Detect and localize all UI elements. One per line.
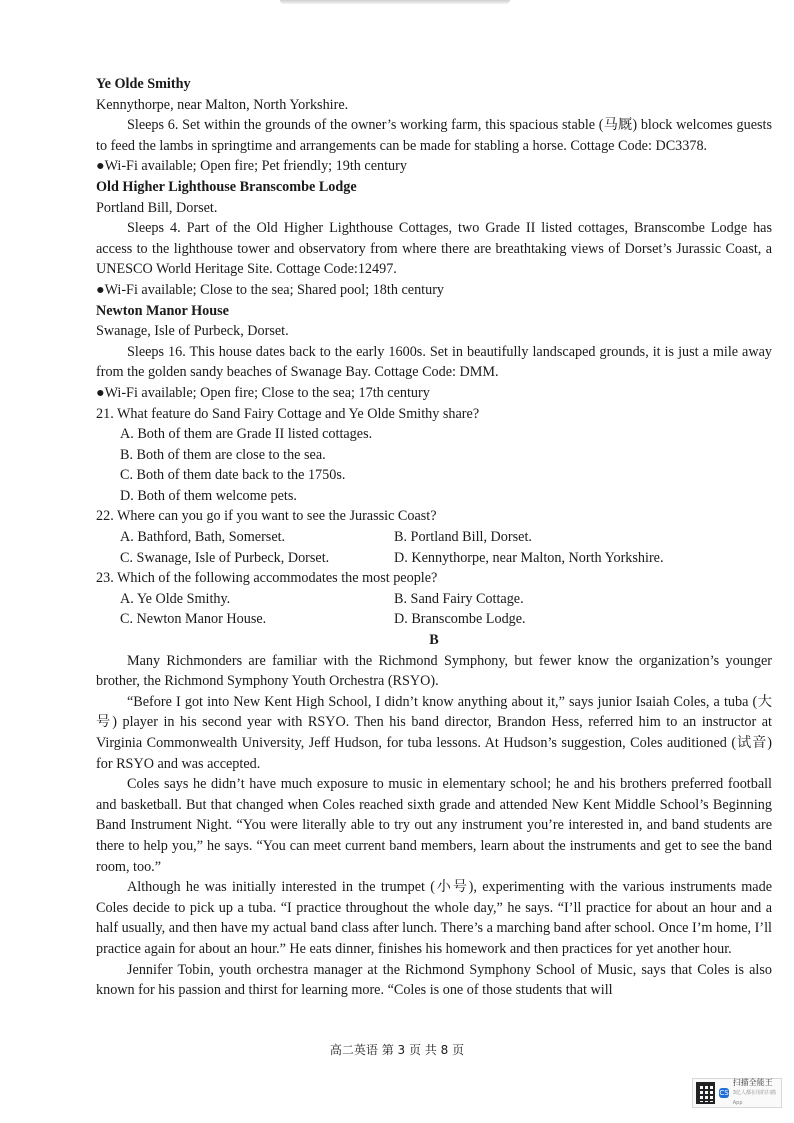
article-paragraph: Although he was initially interested in the trumpet (小号), experimenting with the various instruments made Coles decide to pick up a tuba. “I practice throughout the whole day,” he says. “I’ll practice for about an hour and a half usually, and then have my actual band class after lunch. There’s a marching band after school. Once I’m home, I’ll practice again for about an hour.” He eats dinner, finishes his homework and then practices for yet another hour. <box>96 879 772 957</box>
answer-option: D. Branscombe Lodge. <box>394 611 526 628</box>
article-paragraph: Many Richmonders are familiar with the Richmond Symphony, but fewer know the organization’s younger brother, the Richmond Symphony Youth Orchestra (RSYO). <box>96 652 772 690</box>
answer-option: A. Bathford, Bath, Somerset. <box>120 529 286 546</box>
answer-option-row <box>96 609 772 630</box>
qr-code-icon <box>696 1082 715 1104</box>
answer-option: B. Both of them are close to the sea. <box>120 446 326 463</box>
article-paragraph: Coles says he didn’t have much exposure to music in elementary school; he and his brothers preferred football and basketball. But that changed when Coles reached sixth grade and attended New Kent Middle School’s Beginning Band Instrument Night. “You were literally able to try out any instrument you’re interested in, and band students are there to help you,” he says. “You can meet current band members, learn about the instruments and get to see the band room, too.” <box>96 776 772 875</box>
listing-description: Sleeps 6. Set within the grounds of the owner’s working farm, this spacious stable (马厩) block welcomes guests to feed the lambs in springtime and arrangements can be made for stabling a horse. Cottage Code: DC3378. <box>96 117 772 154</box>
answer-option: B. Portland Bill, Dorset. <box>394 529 532 546</box>
document-page <box>96 74 772 1001</box>
answer-option: D. Both of them welcome pets. <box>120 487 297 504</box>
listing-title: Ye Olde Smithy <box>96 76 191 92</box>
listing-features: ●Wi-Fi available; Open fire; Close to the sea; 17th century <box>96 384 430 401</box>
listing-description: Sleeps 16. This house dates back to the early 1600s. Set in beautifully landscaped grounds, it is just a mile away from the golden sandy beaches of Swanage Bay. Cottage Code: DMM. <box>96 343 772 381</box>
listing-features: ●Wi-Fi available; Open fire; Pet friendly; 19th century <box>96 158 407 175</box>
answer-option-row <box>96 527 772 548</box>
answer-option: D. Kennythorpe, near Malton, North Yorkshire. <box>394 549 664 566</box>
question-stem: 23. Which of the following accommodates the most people? <box>96 570 438 587</box>
scanner-brand: 扫描全能王 <box>732 1078 773 1087</box>
listing-title: Old Higher Lighthouse Branscombe Lodge <box>96 178 357 195</box>
answer-option: C. Newton Manor House. <box>120 611 267 628</box>
listing-location: Swanage, Isle of Purbeck, Dorset. <box>96 323 289 340</box>
top-edge-shadow <box>280 0 510 4</box>
scanner-watermark <box>692 1078 782 1108</box>
answer-option-row <box>96 589 772 610</box>
answer-option: A. Both of them are Grade II listed cottages. <box>120 426 373 443</box>
listing-location: Portland Bill, Dorset. <box>96 199 218 216</box>
article-paragraph: “Before I got into New Kent High School, I didn’t know anything about it,” says junior Isaiah Coles, a tuba (大号) player in his second year with RSYO. Then his band director, Brandon Hess, referred him to an instructor at Virginia Commonwealth University, Jeff Hudson, for tuba lessons. At Hudson’s suggestion, Coles auditioned (试音) for RSYO and was accepted. <box>96 693 772 772</box>
answer-option-row <box>96 548 772 569</box>
answer-option: B. Sand Fairy Cottage. <box>394 590 524 607</box>
question-stem: 21. What feature do Sand Fairy Cottage and Ye Olde Smithy share? <box>96 405 480 422</box>
question-stem: 22. Where can you go if you want to see the Jurassic Coast? <box>96 508 437 525</box>
answer-option: A. Ye Olde Smithy. <box>120 590 231 607</box>
answer-option: C. Swanage, Isle of Purbeck, Dorset. <box>120 549 330 566</box>
page-footer: 高二英语 第 3 页 共 8 页 <box>329 1043 465 1057</box>
section-heading: B <box>429 632 439 649</box>
listing-title: Newton Manor House <box>96 302 229 319</box>
scanner-tagline: 3亿人都在用的扫描App <box>732 1090 776 1106</box>
listing-features: ●Wi-Fi available; Close to the sea; Shared pool; 18th century <box>96 281 445 298</box>
listing-location: Kennythorpe, near Malton, North Yorkshire. <box>96 96 349 113</box>
listing-description: Sleeps 4. Part of the Old Higher Lighthouse Cottages, two Grade II listed cottages, Branscombe Lodge has access to the lighthouse tower and observatory from where there are breathtaking views of Dorset’s Jurassic Coast, a UNESCO World Heritage Site. Cottage Code:12497. <box>96 220 772 278</box>
article-paragraph: Jennifer Tobin, youth orchestra manager at the Richmond Symphony School of Music, says that Coles is also known for his passion and thirst for learning more. “Coles is one of those students that will <box>96 961 772 999</box>
scanner-logo-icon: CS <box>719 1089 729 1097</box>
answer-option: C. Both of them date back to the 1750s. <box>120 467 346 484</box>
